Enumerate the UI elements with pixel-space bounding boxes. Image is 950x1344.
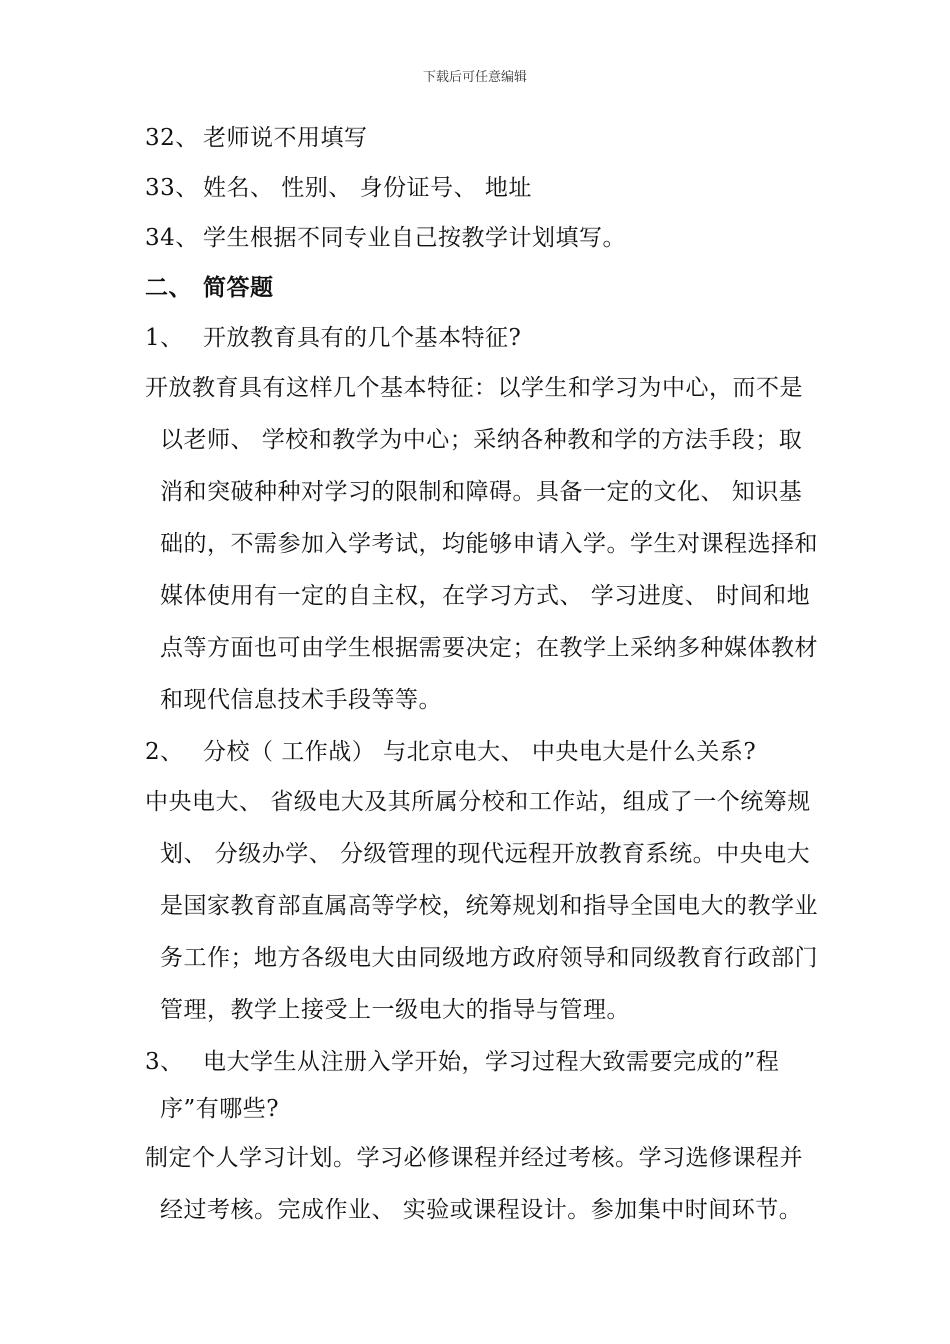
question-2 — [145, 737, 756, 767]
item-32 — [145, 123, 368, 153]
item-33 — [145, 173, 532, 203]
answer-line: 础的，不需参加入学考试，均能够申请入学。学生对课程选择和 — [160, 531, 818, 557]
question-3-continued — [145, 1094, 279, 1124]
question-3 — [145, 1047, 779, 1077]
item-number: 32、 — [145, 125, 199, 151]
answer-line: 和现代信息技术手段等等。 — [160, 687, 442, 713]
item-34 — [145, 223, 626, 253]
item-text: 学生根据不同专业自己按教学计划填写。 — [203, 225, 626, 251]
question-text: 序”有哪些? — [160, 1096, 280, 1122]
answer-line: 开放教育具有这样几个基本特征：以学生和学习为中心，而不是 — [145, 375, 803, 401]
question-number: 3、 — [145, 1049, 184, 1075]
question-1 — [145, 323, 521, 353]
item-text: 姓名、 性别、 身份证号、 地址 — [203, 175, 532, 201]
answer-1 — [145, 373, 818, 737]
question-text: 开放教育具有的几个基本特征? — [203, 325, 522, 351]
answer-line: 是国家教育部直属高等学校，统筹规划和指导全国电大的教学业 — [160, 893, 818, 919]
answer-line: 经过考核。完成作业、 实验或课程设计。参加集中时间环节。 — [160, 1197, 803, 1223]
question-number: 1、 — [145, 325, 184, 351]
item-number: 34、 — [145, 225, 199, 251]
section-title: 简答题 — [203, 274, 274, 301]
answer-line: 划、 分级办学、 分级管理的现代远程开放教育系统。中央电大 — [160, 841, 811, 867]
question-number: 2、 — [145, 739, 184, 765]
answer-line: 以老师、 学校和教学为中心；采纳各种教和学的方法手段；取 — [160, 427, 803, 453]
answer-3 — [145, 1143, 815, 1247]
item-number: 33、 — [145, 175, 199, 201]
question-text: 分校（ 工作战） 与北京电大、 中央电大是什么关系? — [203, 739, 757, 765]
answer-2 — [145, 787, 818, 1047]
answer-line: 制定个人学习计划。学习必修课程并经过考核。学习选修课程并 — [145, 1145, 803, 1171]
answer-line: 中央电大、 省级电大及其所属分校和工作站，组成了一个统筹规 — [145, 789, 811, 815]
answer-line: 消和突破种种对学习的限制和障碍。具备一定的文化、 知识基 — [160, 479, 803, 505]
question-text: 电大学生从注册入学开始，学习过程大致需要完成的”程 — [203, 1049, 780, 1075]
answer-line: 管理，教学上接受上一级电大的指导与管理。 — [160, 997, 630, 1023]
page-header: 下载后可任意编辑 — [422, 70, 527, 85]
section-number: 二、 — [145, 274, 192, 301]
item-text: 老师说不用填写 — [203, 125, 368, 151]
section-heading — [145, 273, 274, 303]
answer-line: 点等方面也可由学生根据需要决定；在教学上采纳多种媒体教材 — [160, 635, 818, 661]
answer-line: 务工作；地方各级电大由同级地方政府领导和同级教育行政部门 — [160, 945, 818, 971]
answer-line: 媒体使用有一定的自主权，在学习方式、 学习进度、 时间和地 — [160, 583, 811, 609]
